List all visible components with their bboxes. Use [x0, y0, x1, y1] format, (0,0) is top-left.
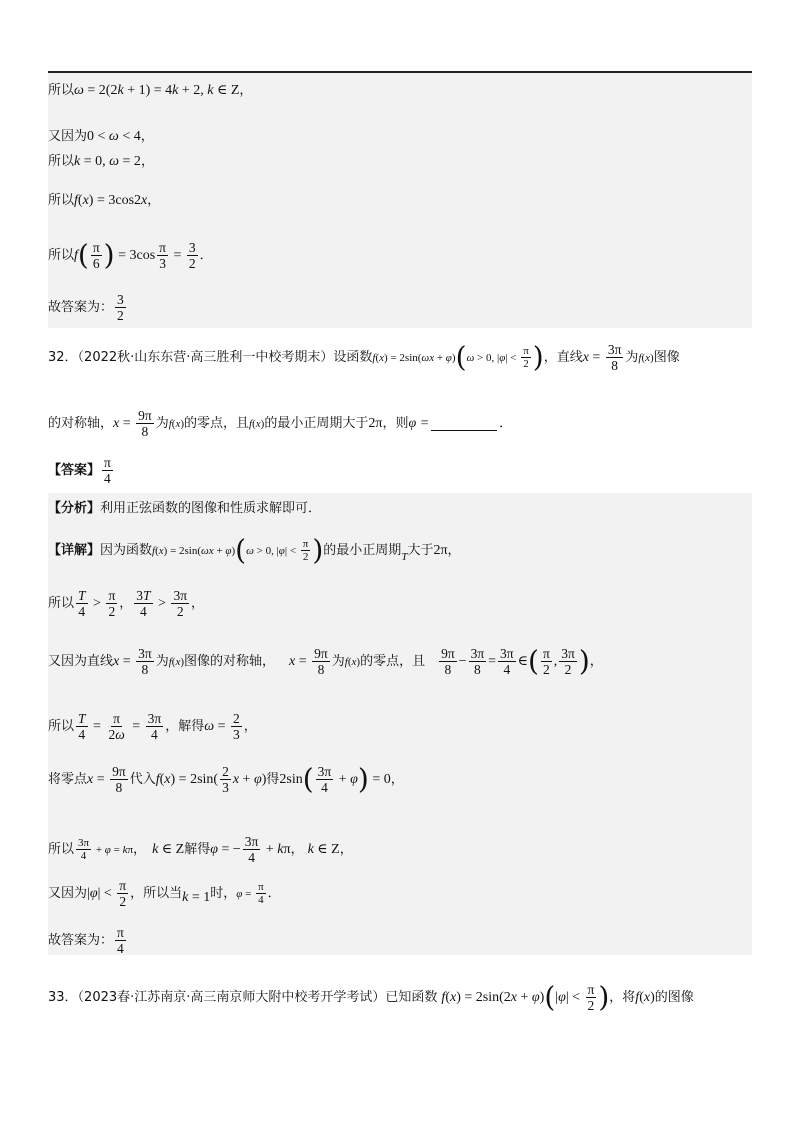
fraction: $\frac{3\pi}{2}$: [561, 646, 575, 677]
math: (: [639, 990, 644, 1005]
text: 的零点，且: [360, 654, 426, 669]
text: ，: [290, 842, 304, 857]
math: x: [87, 772, 94, 787]
math: f: [155, 772, 160, 787]
math: 2sin: [279, 772, 303, 787]
text: ．: [199, 248, 213, 263]
math: ): [261, 772, 267, 787]
analysis-line: [48, 498, 321, 519]
math: |: [555, 990, 559, 1005]
math: ω: [109, 154, 120, 169]
answer-line: [48, 455, 115, 486]
text: 所以: [48, 719, 75, 734]
math: ) = 3cos2: [88, 193, 142, 208]
text: 大于: [407, 543, 434, 558]
math: ) = 2sin(: [170, 772, 219, 787]
analysis-label: 【分析】: [48, 501, 101, 516]
math: φ: [253, 772, 262, 787]
math: (: [171, 418, 176, 430]
text: 所以: [48, 83, 75, 98]
header-rule: [48, 71, 752, 73]
detail-line-6: [48, 834, 353, 865]
math: ): [180, 656, 185, 668]
fraction: $\frac{T}{4}$: [78, 588, 86, 619]
math: ): [532, 340, 544, 374]
math: φ: [531, 990, 540, 1005]
detail-line-1: [48, 533, 461, 567]
fraction: $\frac{\pi}{2}$: [523, 345, 529, 370]
fraction: $\frac{9\pi}{8}$: [441, 646, 455, 677]
math: (: [544, 980, 556, 1014]
math: k: [307, 842, 314, 857]
fraction: $\frac{\pi}{6}$: [92, 240, 100, 271]
math: ) = 2sin(: [163, 545, 202, 557]
math: ω: [204, 719, 215, 734]
text: ，将: [609, 990, 636, 1005]
fraction: $\frac{3T}{4}$: [136, 588, 151, 619]
fraction: $\frac{3\pi}{8}$: [607, 342, 622, 373]
math: ): [650, 352, 654, 364]
fraction: $\frac{\pi}{2}$: [108, 588, 116, 619]
text: 所以: [48, 248, 75, 263]
math: f: [168, 656, 172, 668]
text: 又因为直线: [48, 654, 114, 669]
math: = 0: [368, 772, 391, 787]
math: k: [182, 890, 189, 905]
detail-line-2: [48, 588, 204, 619]
text: 图像: [653, 350, 680, 365]
math: ∈ Z: [313, 842, 340, 857]
math: > 0, |: [474, 352, 500, 364]
text: ，则: [382, 416, 409, 431]
math: k: [117, 83, 124, 98]
math: x: [255, 418, 261, 430]
math: < 4: [118, 129, 141, 144]
math: x: [141, 193, 148, 208]
question-source: （2023春·江苏南京·高三南京师大附中校考开学考试）: [77, 990, 386, 1005]
question-number: 33．: [48, 990, 78, 1005]
math: k: [172, 83, 179, 98]
math: +: [93, 844, 105, 856]
text: ．: [267, 886, 281, 901]
math: =: [588, 350, 604, 365]
math: ): [103, 238, 115, 272]
math: (: [155, 545, 159, 557]
fraction: $\frac{2}{3}$: [222, 764, 229, 795]
math: =: [89, 719, 105, 734]
text: 所以: [48, 596, 75, 611]
text: 设函数: [333, 350, 373, 365]
math: ωx: [201, 545, 214, 557]
fraction: $\frac{T}{4}$: [78, 711, 86, 742]
math: (: [302, 762, 314, 796]
prev-line-3: [48, 151, 154, 172]
text: ，: [339, 842, 353, 857]
math: (: [235, 533, 247, 567]
math: (: [77, 193, 83, 208]
text: 为: [331, 654, 345, 669]
math: k: [207, 83, 214, 98]
fraction: $\frac{3\pi}{2}$: [173, 588, 188, 619]
text: ，: [133, 842, 147, 857]
text: 为: [155, 654, 169, 669]
math: ∈ Z: [158, 842, 185, 857]
fraction: $\frac{3\pi}{4}$: [317, 764, 332, 795]
text: ，: [239, 83, 253, 98]
fraction: $\frac{\pi}{2}$: [119, 878, 127, 909]
math: ): [451, 352, 456, 364]
math: =: [170, 248, 185, 263]
math: k: [122, 844, 128, 856]
fraction: $\frac{3\pi}{4}$: [147, 711, 162, 742]
text: 为: [155, 416, 169, 431]
fraction: $\frac{\pi}{2\omega}$: [108, 711, 125, 742]
math: = 1: [188, 890, 211, 905]
analysis-text: 利用正弦函数的图像和性质求解即可．: [100, 501, 322, 516]
math: >: [154, 596, 170, 611]
math: +: [434, 352, 446, 364]
fraction: $\frac{\pi}{2}$: [302, 538, 309, 563]
detail-line-3: [48, 646, 603, 677]
math: (: [528, 644, 539, 678]
math: φ: [558, 990, 566, 1005]
fraction: $\frac{\pi}{3}$: [159, 240, 166, 271]
math: =: [242, 888, 255, 900]
math: (: [455, 340, 467, 374]
math: φ: [278, 545, 285, 557]
math: ): [598, 980, 610, 1014]
math: +: [239, 772, 254, 787]
math: φ: [236, 888, 243, 900]
math: + 2,: [178, 83, 208, 98]
math: (: [641, 352, 646, 364]
fraction: $\frac{\pi}{4}$: [117, 925, 124, 956]
math: x: [113, 416, 120, 431]
math: x: [82, 193, 89, 208]
text: 所以: [48, 842, 75, 857]
math: =: [488, 654, 497, 669]
math: +: [516, 990, 532, 1005]
math: x: [175, 656, 181, 668]
math: +: [335, 772, 351, 787]
math: f: [638, 352, 642, 364]
math: (: [252, 418, 256, 430]
text: 所以: [48, 193, 75, 208]
math: ): [180, 418, 185, 430]
math: + 1) = 4: [123, 83, 173, 98]
detail-label: 【详解】: [48, 543, 101, 558]
math: x: [643, 990, 651, 1005]
period-value: 2π: [368, 416, 383, 431]
math: φ: [89, 886, 98, 901]
text: 所以: [48, 154, 75, 169]
math: f: [249, 418, 253, 430]
math: ω: [466, 352, 475, 364]
math: ) = 2sin(2: [456, 990, 511, 1005]
prev-line-4: [48, 190, 160, 211]
text: 解得: [184, 842, 211, 857]
math: f: [372, 352, 376, 364]
text: ，: [140, 154, 154, 169]
math: x: [510, 990, 517, 1005]
text: 的图像: [654, 990, 694, 1005]
text: 的最小正周期: [323, 543, 402, 558]
math: f: [74, 248, 78, 263]
math: | <: [565, 990, 584, 1005]
answer-fraction: $\frac{\pi}{4}$: [104, 455, 111, 486]
math: (: [375, 352, 380, 364]
math: = −: [217, 842, 241, 857]
text: 的零点，且: [184, 416, 250, 431]
fraction: $\frac{3}{2}$: [117, 292, 124, 323]
fraction: $\frac{\pi}{4}$: [258, 881, 264, 906]
text: 的对称轴，: [48, 416, 114, 431]
math: φ: [104, 844, 111, 856]
math: | <: [97, 886, 116, 901]
fraction: $\frac{3\pi}{8}$: [470, 646, 485, 677]
math: k: [152, 842, 159, 857]
math: ∈ Z: [213, 83, 240, 98]
math: (: [159, 772, 165, 787]
math: k: [277, 842, 284, 857]
math: =: [93, 772, 109, 787]
fraction: $\frac{9\pi}{8}$: [314, 646, 328, 677]
math: | <: [505, 352, 520, 364]
fraction: $\frac{3\pi}{4}$: [500, 646, 514, 677]
question-number: 32．: [48, 350, 78, 365]
math: φ: [445, 352, 452, 364]
text: ，: [243, 719, 257, 734]
math: 2π: [433, 543, 448, 558]
text: 的最小正周期大于: [264, 416, 369, 431]
text: ，直线: [543, 350, 583, 365]
math: T: [401, 551, 408, 563]
math: ,: [553, 654, 558, 669]
text: ，解得: [165, 719, 205, 734]
math: φ =: [408, 416, 430, 431]
text: ，: [390, 772, 404, 787]
math: f: [168, 418, 172, 430]
detail-line-8: [48, 925, 128, 956]
math: ): [650, 990, 655, 1005]
math: x: [164, 772, 171, 787]
math: +: [213, 545, 226, 557]
math: ω: [74, 83, 84, 98]
detail-line-4: [48, 711, 257, 742]
prev-line-1: [48, 80, 252, 101]
math: | <: [284, 545, 299, 557]
math: f: [152, 545, 156, 557]
q32-line-2: [48, 408, 512, 439]
math: x: [175, 418, 181, 430]
math: x: [645, 352, 651, 364]
math: f: [74, 193, 78, 208]
math: = 0,: [80, 154, 110, 169]
math: −: [458, 654, 467, 669]
prev-line-2: [48, 126, 154, 147]
text: ，: [589, 654, 603, 669]
text: 将零点: [48, 772, 88, 787]
text: ，: [147, 193, 161, 208]
text: ，: [447, 543, 461, 558]
text: ，: [119, 596, 133, 611]
text: 得: [266, 772, 280, 787]
detail-line-5: [48, 764, 404, 795]
math: = 3cos: [114, 248, 156, 263]
math: x: [379, 352, 385, 364]
math: ): [312, 533, 324, 567]
text: 又因为: [48, 886, 88, 901]
text: ，所以当: [130, 886, 183, 901]
fraction: $\frac{\pi}{2}$: [542, 646, 550, 677]
text: ．: [499, 416, 513, 431]
fraction: $\frac{3\pi}{4}$: [244, 834, 259, 865]
fraction: $\frac{9\pi}{8}$: [138, 408, 152, 439]
answer-label: 【答案】: [48, 463, 101, 478]
prev-line-5: [48, 240, 213, 271]
math: x: [232, 772, 240, 787]
math: ∈: [517, 654, 528, 669]
math: x: [158, 545, 164, 557]
text: 图像的对称轴，: [184, 654, 276, 669]
text: 代入: [129, 772, 156, 787]
answer-blank: [431, 416, 497, 431]
math: 0 <: [87, 129, 109, 144]
math: (: [171, 656, 176, 668]
math: x: [289, 654, 296, 669]
math: ) = 2sin(: [384, 352, 422, 364]
math: x: [582, 350, 589, 365]
math: (: [77, 238, 89, 272]
math: =: [119, 416, 135, 431]
fraction: $\frac{2}{3}$: [233, 711, 240, 742]
math: x: [449, 990, 457, 1005]
math: ): [578, 644, 590, 678]
math: x: [113, 654, 120, 669]
math: =: [119, 654, 135, 669]
math: = 2(2: [83, 83, 118, 98]
math: k: [74, 154, 81, 169]
math: > 0, |: [253, 545, 279, 557]
math: = 2: [119, 154, 141, 169]
math: >: [89, 596, 105, 611]
question-source: （2022秋·山东东营·高三胜利一中校考期末）: [77, 350, 334, 365]
math: π: [283, 842, 291, 857]
detail-line-7: [48, 878, 281, 909]
math: φ: [350, 772, 358, 787]
text: ，: [191, 596, 205, 611]
math: |: [87, 886, 90, 901]
fraction: $\frac{9\pi}{8}$: [112, 764, 126, 795]
text: 时，: [210, 886, 237, 901]
math: =: [214, 719, 230, 734]
math: π: [127, 844, 134, 856]
math: ): [356, 656, 361, 668]
fraction: $\frac{3}{2}$: [188, 240, 196, 271]
math: f: [635, 990, 640, 1005]
prev-line-6: [48, 292, 128, 323]
math: ): [231, 545, 236, 557]
math: ): [539, 990, 545, 1005]
text: 故答案为：: [48, 933, 114, 948]
math: ω: [108, 129, 119, 144]
text: 因为函数: [100, 543, 153, 558]
math: (: [347, 656, 352, 668]
fraction: $\frac{3\pi}{4}$: [78, 837, 90, 862]
math: ): [357, 762, 369, 796]
text: 又因为: [48, 129, 88, 144]
math: f: [344, 656, 348, 668]
fraction: $\frac{3\pi}{8}$: [138, 646, 152, 677]
math: ω: [246, 545, 254, 557]
text: 故答案为：: [48, 300, 114, 315]
math: (: [445, 990, 450, 1005]
math: =: [110, 844, 123, 856]
math: φ: [210, 842, 218, 857]
math: f: [441, 990, 446, 1005]
text: 已知函数: [385, 990, 438, 1005]
fraction: $\frac{\pi}{2}$: [587, 982, 595, 1013]
math: φ: [499, 352, 506, 364]
math: x: [351, 656, 357, 668]
math: ωx: [421, 352, 435, 364]
math: ): [260, 418, 265, 430]
text: ，: [140, 129, 154, 144]
q33-line-1: [48, 982, 694, 1013]
q32-line-1: [48, 342, 680, 373]
math: φ: [225, 545, 232, 557]
math: =: [295, 654, 311, 669]
math: +: [262, 842, 278, 857]
text: 为: [625, 350, 639, 365]
math: =: [128, 719, 144, 734]
